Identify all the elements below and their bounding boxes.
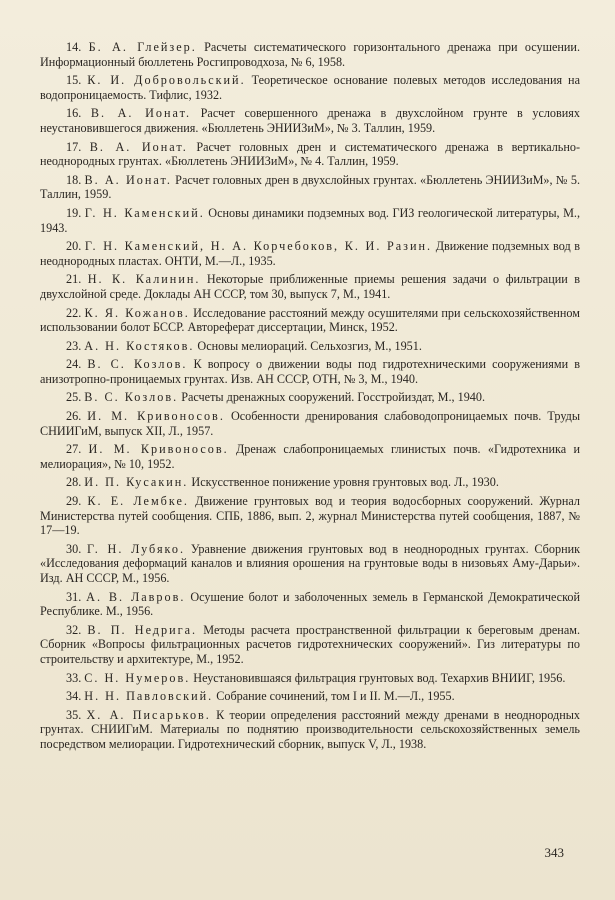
reference-text: Расчеты систематического горизонтального дренажа при осушении. Информационный бюллетень Росгипроводхоза, № 6, 1958. bbox=[40, 40, 581, 69]
reference-author: Г. Н. Лубяко. bbox=[87, 541, 186, 556]
reference-author: Г. Н. Каменский. bbox=[84, 205, 205, 220]
reference-author: С. Н. Нумеров. bbox=[84, 670, 191, 685]
reference-entry bbox=[40, 708, 580, 752]
reference-list bbox=[40, 40, 580, 756]
reference-number: 14. bbox=[66, 40, 82, 54]
reference-author: Н. К. Калинин. bbox=[87, 272, 201, 287]
reference-author: В. А. Ионат. bbox=[84, 172, 172, 187]
reference-entry bbox=[40, 494, 580, 538]
reference-author: А. Н. Костяков. bbox=[84, 338, 195, 353]
reference-entry bbox=[40, 357, 580, 386]
reference-entry bbox=[40, 390, 580, 405]
reference-number: 24. bbox=[66, 357, 82, 372]
reference-author: В. П. Недрига. bbox=[87, 622, 198, 637]
reference-entry bbox=[40, 475, 580, 490]
reference-text: Движение грунтовых вод и теория водосборных сооружений. Журнал Министерства путей сообщения. СПБ, 1886, вып. 2, журнал Министерства путей сообщения, 1887, № 17—19. bbox=[40, 494, 581, 538]
page-number: 343 bbox=[544, 845, 564, 860]
reference-entry bbox=[40, 239, 580, 268]
reference-text: Методы расчета пространственной фильтрации к береговым дренам. Сборник «Вопросы фильтрационных расчетов гидротехнических сооружений». Гиз литературы по строительству и архитектуре, М., 1952. bbox=[40, 622, 580, 666]
reference-number: 26. bbox=[66, 409, 82, 424]
reference-number: 20. bbox=[66, 239, 82, 254]
reference-text: Основы мелиораций. Сельхозгиз, М., 1951. bbox=[197, 338, 422, 353]
reference-entry bbox=[40, 106, 580, 135]
reference-entry bbox=[40, 73, 580, 102]
reference-text: Собрание сочинений, том I и II. М.—Л., 1955. bbox=[216, 689, 455, 704]
reference-text: Расчеты дренажных сооружений. Госстройиздат, М., 1940. bbox=[181, 390, 486, 405]
reference-number: 32. bbox=[66, 622, 82, 637]
reference-number: 22. bbox=[66, 305, 82, 320]
reference-entry bbox=[40, 542, 580, 586]
reference-number: 18. bbox=[66, 172, 82, 187]
reference-text: Неустановившаяся фильтрация грунтовых вод. Техархив ВНИИГ, 1956. bbox=[193, 670, 566, 685]
reference-entry bbox=[40, 590, 580, 619]
reference-entry bbox=[40, 339, 580, 354]
reference-text: Некоторые приближенные приемы решения задачи о фильтрации в двухслойной среде. Доклады АН СССР, том 30, выпуск 7, М., 1941. bbox=[40, 272, 581, 301]
reference-text: К теории определения расстояний между дренами в неоднородных грунтах. СНИИГиМ. Материалы по поднятию производительности сельскохозяйственных земель посредством мелиорации. Гидротехнический сборник, выпуск V, Л., 1938. bbox=[40, 707, 581, 751]
reference-entry bbox=[40, 306, 580, 335]
reference-author: Н. Н. Павловский. bbox=[84, 689, 214, 704]
reference-number: 35. bbox=[66, 707, 82, 722]
reference-text: Искусственное понижение уровня грунтовых вод. Л., 1930. bbox=[191, 475, 499, 490]
reference-author: К. И. Добровольский. bbox=[87, 73, 246, 88]
reference-author: Б. А. Глейзер. bbox=[88, 40, 197, 54]
reference-entry bbox=[40, 206, 580, 235]
reference-entry bbox=[40, 442, 580, 471]
reference-entry bbox=[40, 409, 580, 438]
reference-text: Расчет головных дрен в двухслойных грунтах. «Бюллетень ЭНИИЗиМ», № 5. Таллин, 1959. bbox=[40, 172, 580, 202]
reference-number: 31. bbox=[66, 589, 82, 604]
reference-number: 16. bbox=[66, 106, 82, 121]
reference-author: В. А. Ионат. bbox=[90, 106, 192, 121]
reference-number: 15. bbox=[66, 73, 82, 88]
reference-author: К. Е. Лембке. bbox=[87, 494, 189, 509]
reference-text: Осушение болот и заболоченных земель в Германской Демократической Республике. М., 1956. bbox=[40, 589, 580, 619]
reference-text: Дренаж слабопроницаемых глинистых почв. «Гидротехника и мелиорация», № 10, 1952. bbox=[40, 442, 581, 471]
reference-text: Теоретическое основание полевых методов исследования на водопроницаемость. Тифлис, 1932. bbox=[40, 73, 580, 102]
reference-author: И. М. Кривоносов. bbox=[87, 409, 225, 424]
reference-number: 25. bbox=[66, 390, 82, 405]
reference-entry bbox=[40, 689, 580, 704]
reference-text: Основы динамики подземных вод. ГИЗ геологической литературы, М., 1943. bbox=[40, 205, 581, 235]
reference-number: 30. bbox=[66, 541, 82, 556]
reference-entry bbox=[40, 40, 580, 69]
reference-number: 27. bbox=[66, 442, 82, 457]
reference-entry bbox=[40, 272, 580, 301]
reference-author: В. С. Козлов. bbox=[84, 390, 179, 405]
reference-text: Уравнение движения грунтовых вод в неоднородных грунтах. Сборник «Исследования деформаций каналов и влияния орошения на грунтовые воды в низовьях Аму-Дарьи». Изд. АН СССР, М., 1956. bbox=[40, 541, 581, 585]
reference-text: Особенности дренирования слабоводопроницаемых почв. Труды СНИИГиМ, выпуск XII, Л., 1957. bbox=[40, 409, 581, 438]
reference-text: Исследование расстояний между осушителями при сельскохозяйственном использовании болот БССР. Автореферат диссертации, Минск, 1952. bbox=[40, 305, 580, 335]
reference-number: 19. bbox=[66, 205, 82, 220]
reference-text: Движение подземных вод в неоднородных пластах. ОНТИ, М.—Л., 1935. bbox=[40, 239, 581, 268]
reference-number: 29. bbox=[66, 494, 82, 509]
reference-number: 34. bbox=[66, 689, 82, 704]
reference-author: К. Я. Кожанов. bbox=[84, 305, 190, 320]
reference-author: Г. Н. Каменский, Н. А. Корчебоков, К. И. Разин. bbox=[84, 239, 433, 254]
reference-author: И. М. Кривоносов. bbox=[88, 442, 229, 457]
reference-author: Х. А. Писарьков. bbox=[86, 707, 211, 722]
reference-text: Расчет головных дрен и систематического дренажа в вертикально-неоднородных грунтах. «Бюллетень ЭНИИЗиМ», № 4. Таллин, 1959. bbox=[40, 139, 581, 169]
reference-author: И. П. Кусакин. bbox=[84, 475, 189, 490]
reference-entry bbox=[40, 140, 580, 169]
reference-entry bbox=[40, 623, 580, 667]
reference-number: 33. bbox=[66, 670, 82, 685]
reference-number: 28. bbox=[66, 475, 82, 490]
reference-entry bbox=[40, 671, 580, 686]
reference-author: А. В. Лавров. bbox=[86, 589, 186, 604]
reference-text: Расчет совершенного дренажа в двухслойном грунте в условиях неустановившегося движения. «Бюллетень ЭНИИЗиМ», № 3. Таллин, 1959. bbox=[40, 106, 581, 135]
reference-author: В. С. Козлов. bbox=[87, 357, 188, 372]
reference-entry bbox=[40, 173, 580, 202]
reference-author: В. А. Ионат. bbox=[89, 139, 188, 154]
reference-number: 21. bbox=[66, 272, 82, 287]
reference-number: 23. bbox=[66, 338, 82, 353]
reference-number: 17. bbox=[66, 139, 82, 154]
reference-text: К вопросу о движении воды под гидротехническими сооружениями в анизотропно-проницаемых грунтах. Изв. АН СССР, ОТН, № 3, М., 1940. bbox=[40, 357, 580, 386]
